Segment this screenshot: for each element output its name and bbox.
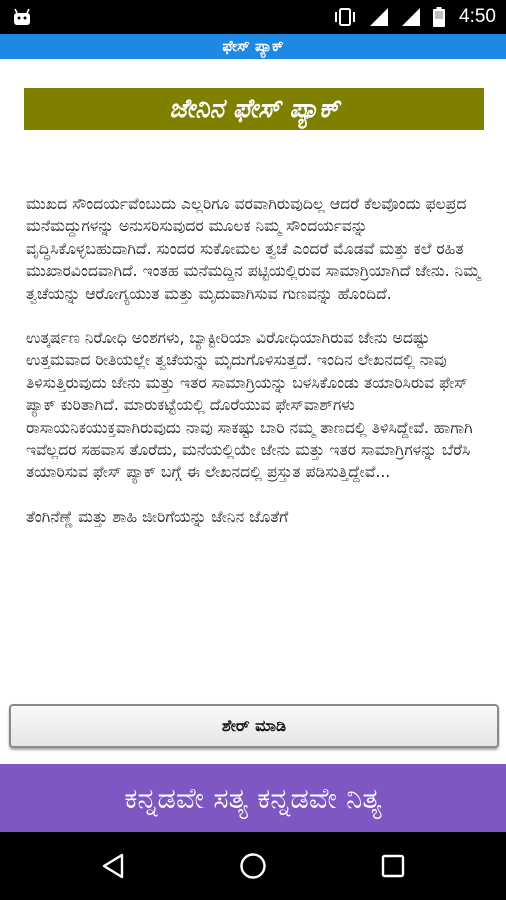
article-scroll-area[interactable] [0, 59, 506, 699]
back-icon[interactable] [96, 848, 132, 884]
article-title: ಜೇನಿನ ಫೇಸ್ ಪ್ಯಾಕ್ [24, 88, 484, 130]
vibrate-icon [333, 7, 357, 27]
article-body [26, 193, 486, 550]
home-icon[interactable] [235, 848, 271, 884]
navigation-bar [0, 832, 506, 900]
article-paragraph: ಉತ್ಕರ್ಷಣ ನಿರೋಧಿ ಅಂಶಗಳು, ಬ್ಯಾಕ್ಟೀರಿಯಾ ವಿರೋಧಿಯಾಗಿರುವ ಜೇನು ಅದಷ್ಟು ಉತ್ತಮವಾದ ರೀತಿಯಲ್ಲೇ ತ್ವಚೆಯನ್ನು ಮೃದುಗೊಳಿಸುತ್ತದೆ. ಇಂದಿನ ಲೇಖನದಲ್ಲಿ ನಾವು ತಿಳಿಸುತ್ತಿರುವುದು ಜೇನು ಮತ್ತು ಇತರ ಸಾಮಾಗ್ರಿಯನ್ನು ಬಳಸಿಕೊಂಡು ತಯಾರಿಸಿರುವ ಫೇಸ್ ಪ್ಯಾಕ್ ಕುರಿತಾಗಿದೆ. ಮಾರುಕಟ್ಟೆಯಲ್ಲಿ ದೊರೆಯುವ ಫೇಸ್‌ವಾಶ್‌ಗಳು ರಾಸಾಯನಿಕಯುಕ್ತವಾಗಿರುವುದು ನಾವು ಸಾಕಷ್ಟು ಬಾರಿ ನಮ್ಮ ತಾಣದಲ್ಲಿ ತಿಳಿಸಿದ್ದೇವೆ. ಹಾಗಾಗಿ ಇವೆಲ್ಲದರ ಸಹವಾಸ ತೊರೆದು, ಮನೆಯಲ್ಲಿಯೇ ಜೇನು ಮತ್ತು ಇತರ ಸಾಮಾಗ್ರಿಗಳನ್ನು ಬೆರೆಸಿ ತಯಾರಿಸುವ ಫೇಸ್ ಪ್ಯಾಕ್ ಬಗ್ಗೆ ಈ ಲೇಖನದಲ್ಲಿ ಪ್ರಸ್ತುತ ಪಡಿಸುತ್ತಿದ್ದೇವೆ... [26, 329, 473, 482]
status-bar [0, 0, 506, 34]
signal-icon [369, 7, 389, 27]
footer-banner: ಕನ್ನಡವೇ ಸತ್ಯ ಕನ್ನಡವೇ ನಿತ್ಯ [0, 764, 506, 832]
status-icons [333, 0, 496, 34]
article-paragraph: ತೆಂಗಿನೆಣ್ಣೆ ಮತ್ತು ಶಾಹಿ ಜೀರಿಗೆಯನ್ನು ಜೇನಿನ ಜೊತೆಗೆ [26, 507, 289, 526]
wifi-signal-icon [401, 7, 421, 27]
share-button[interactable]: ಶೇರ್ ಮಾಡಿ [9, 704, 499, 748]
app-bar-title: ಫೇಸ್ ಪ್ಯಾಕ್ [0, 34, 506, 59]
article-paragraph: ಮುಖದ ಸೌಂದರ್ಯವೆಂಬುದು ಎಲ್ಲರಿಗೂ ವರವಾಗಿರುವುದಿಲ್ಲ ಆದರೆ ಕೆಲವೊಂದು ಫಲಪ್ರದ ಮನೆಮದ್ದುಗಳನ್ನು ಅನುಸರಿಸುವುದರ ಮೂಲಕ ನಿಮ್ಮ ಸೌಂದರ್ಯವನ್ನು ವೃದ್ಧಿಸಿಕೊಳ್ಳಬಹುದಾಗಿದೆ. ಸುಂದರ ಸುಕೋಮಲ ತ್ವಚೆ ಎಂದರೆ ಮೊಡವೆ ಮತ್ತು ಕಲೆ ರಹಿತ ಮುಖಾರವಿಂದವಾಗಿದೆ. ಇಂತಹ ಮನೆಮದ್ದಿನ ಪಟ್ಟಿಯಲ್ಲಿರುವ ಸಾಮಾಗ್ರಿಯಾಗಿದೆ ಜೇನು. ನಿಮ್ಮ ತ್ವಚೆಯನ್ನು ಆರೋಗ್ಯಯುತ ಮತ್ತು ಮೃದುವಾಗಿಸುವ ಗುಣವನ್ನು ಹೊಂದಿದೆ. [26, 195, 481, 303]
recent-apps-icon[interactable] [375, 848, 411, 884]
android-notification-icon [12, 8, 32, 26]
battery-icon [433, 7, 445, 27]
status-time: 4:50 [459, 6, 496, 27]
